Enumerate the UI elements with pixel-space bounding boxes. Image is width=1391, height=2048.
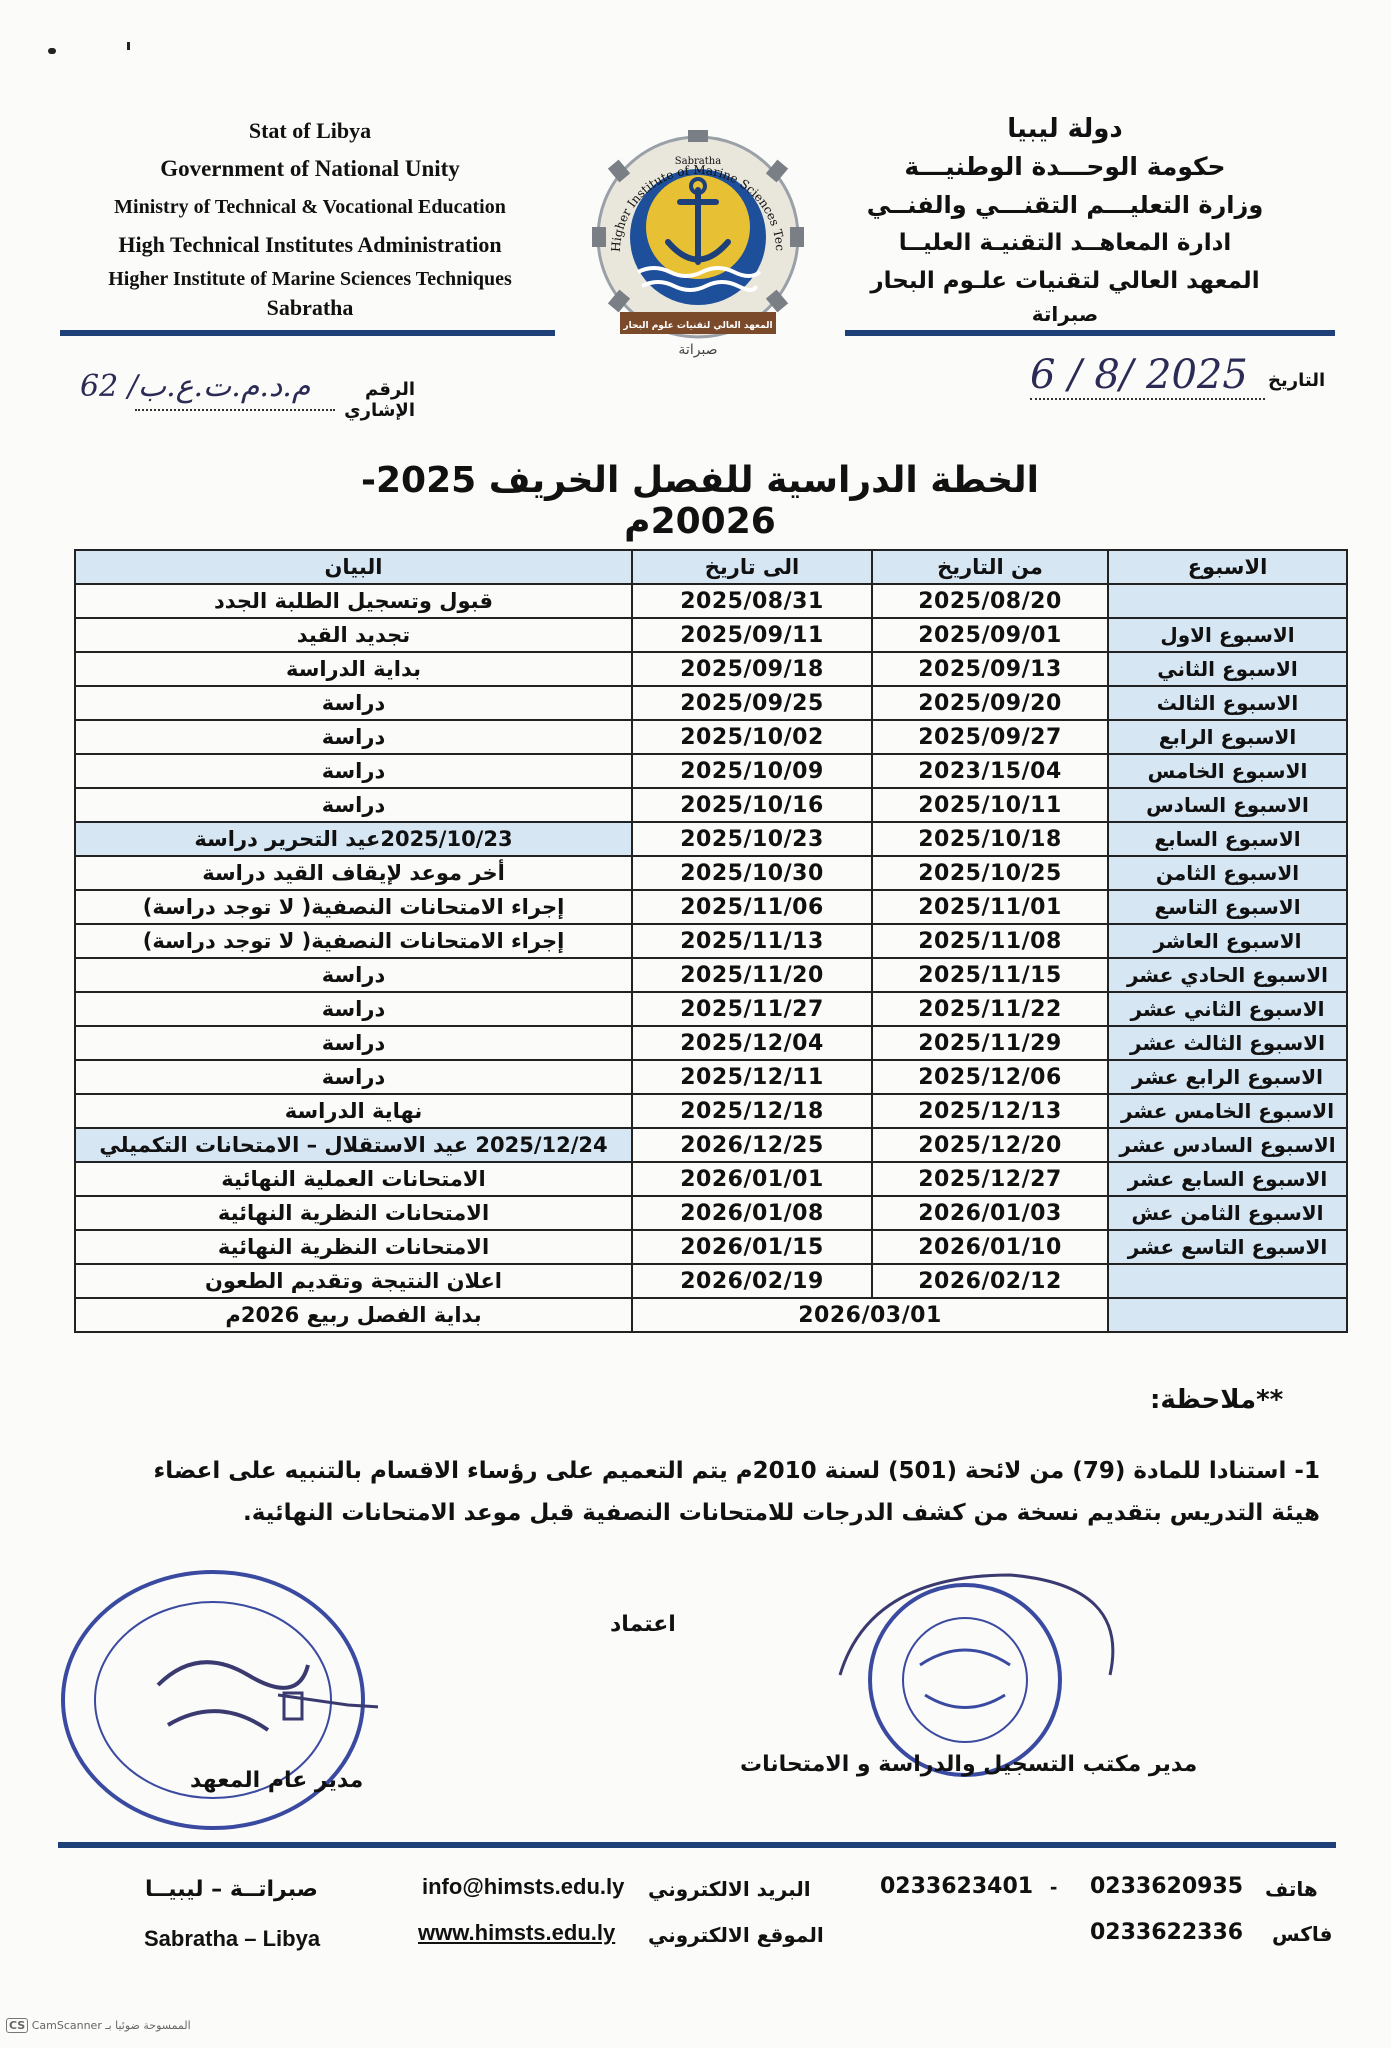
logo-arc-text: Higher Institute of Marine Sciences Tec xyxy=(608,162,788,253)
from-date-cell: 2025/08/20 xyxy=(872,584,1108,618)
header-to: الى تاريخ xyxy=(632,550,872,584)
phone-number-1: 0233620935 xyxy=(1090,1874,1244,1899)
from-date-cell: 2025/11/22 xyxy=(872,992,1108,1026)
table-row xyxy=(75,856,1347,890)
logo-city: صبراتة xyxy=(678,342,718,358)
table-row xyxy=(75,1264,1347,1298)
page-title: الخطة الدراسية للفصل الخريف 2025- 20026م xyxy=(361,460,1039,542)
to-date-cell: 2026/12/25 xyxy=(632,1128,872,1162)
to-date-cell: 2025/12/18 xyxy=(632,1094,872,1128)
phone-number-2: 0233623401 xyxy=(880,1874,1034,1899)
to-date-cell: 2025/09/18 xyxy=(632,652,872,686)
table-row xyxy=(75,720,1347,754)
table-row xyxy=(75,992,1347,1026)
week-cell: الاسبوع الخامس عشر xyxy=(1108,1094,1347,1128)
header-arabic xyxy=(840,110,1290,328)
week-cell: الاسبوع الثالث xyxy=(1108,686,1347,720)
to-date-cell: 2025/11/20 xyxy=(632,958,872,992)
header-ar-ministry: وزارة التعليـــم التقنـــي والفنــي xyxy=(866,191,1264,219)
table-row xyxy=(75,788,1347,822)
table-row-final xyxy=(75,1298,1347,1332)
table-row xyxy=(75,652,1347,686)
to-date-cell: 2025/12/11 xyxy=(632,1060,872,1094)
table-header-row xyxy=(75,550,1347,584)
from-date-cell: 2023/15/04 xyxy=(872,754,1108,788)
description-cell: دراسة xyxy=(75,1060,632,1094)
to-date-cell: 2025/12/04 xyxy=(632,1026,872,1060)
email-label: البريد الالكتروني xyxy=(648,1877,811,1901)
date-dots xyxy=(1030,398,1265,400)
header-description: البيان xyxy=(75,550,632,584)
scanner-text: CamScanner الممسوحة ضوئيا بـ xyxy=(31,2019,191,2032)
week-cell xyxy=(1108,1264,1347,1298)
to-date-cell: 2025/11/06 xyxy=(632,890,872,924)
email-link[interactable]: info@himsts.edu.ly xyxy=(422,1874,625,1899)
table-row xyxy=(75,1196,1347,1230)
to-date-cell: 2026/02/19 xyxy=(632,1264,872,1298)
document-date xyxy=(1010,352,1340,412)
institute-logo xyxy=(580,102,812,360)
scan-speck xyxy=(48,48,56,54)
to-date-cell: 2025/11/27 xyxy=(632,992,872,1026)
reference-dots xyxy=(135,409,335,411)
approval-label: اعتماد xyxy=(610,1612,676,1637)
from-date-cell: 2025/10/18 xyxy=(872,822,1108,856)
from-date-cell: 2025/12/20 xyxy=(872,1128,1108,1162)
description-cell: دراسة xyxy=(75,720,632,754)
description-cell: إجراء الامتحانات النصفية( لا توجد دراسة) xyxy=(75,890,632,924)
table-row xyxy=(75,686,1347,720)
to-date-cell: 2025/10/09 xyxy=(632,754,872,788)
from-date-cell: 2025/12/27 xyxy=(872,1162,1108,1196)
table-row xyxy=(75,584,1347,618)
fax-number: 0233622336 xyxy=(1090,1920,1244,1945)
description-cell: الامتحانات النظرية النهائية xyxy=(75,1230,632,1264)
header-rule-left xyxy=(60,330,555,336)
from-date-cell: 2025/12/13 xyxy=(872,1094,1108,1128)
from-date-cell: 2025/12/06 xyxy=(872,1060,1108,1094)
table-row xyxy=(75,1094,1347,1128)
logo-banner: المعهد العالي لتقنيات علوم البحار xyxy=(623,321,773,331)
description-cell: بداية الفصل ربيع 2026م xyxy=(75,1298,632,1332)
from-date-cell: 2025/09/01 xyxy=(872,618,1108,652)
table-row xyxy=(75,1230,1347,1264)
week-cell: الاسبوع الخامس xyxy=(1108,754,1347,788)
institute-stamp-left xyxy=(48,1555,378,1845)
description-cell: دراسة xyxy=(75,1026,632,1060)
week-cell: الاسبوع الثالث عشر xyxy=(1108,1026,1347,1060)
header-ar-government: حكومة الوحـــدة الوطنيـــة xyxy=(904,152,1226,181)
table-row xyxy=(75,924,1347,958)
from-date-cell: 2026/01/03 xyxy=(872,1196,1108,1230)
table-row xyxy=(75,1128,1347,1162)
header-ar-administration: ادارة المعاهــد التقنيـة العليــا xyxy=(898,230,1232,256)
table-row xyxy=(75,1162,1347,1196)
description-cell: بداية الدراسة xyxy=(75,652,632,686)
description-cell: أخر موعد لإيقاف القيد دراسة xyxy=(75,856,632,890)
header-en-administration: High Technical Institutes Administration xyxy=(118,232,502,257)
description-cell: قبول وتسجيل الطلبة الجدد xyxy=(75,584,632,618)
description-cell: نهاية الدراسة xyxy=(75,1094,632,1128)
header-en-ministry: Ministry of Technical & Vocational Education xyxy=(114,196,506,218)
footer-city-english: Sabratha – Libya xyxy=(144,1926,321,1951)
scanner-watermark xyxy=(6,2018,191,2033)
phone-separator: - xyxy=(1050,1874,1058,1899)
week-cell: الاسبوع الثاني عشر xyxy=(1108,992,1347,1026)
header-ar-city: صبراتة xyxy=(1031,302,1099,326)
week-cell: الاسبوع التاسع عشر xyxy=(1108,1230,1347,1264)
reference-number xyxy=(75,365,415,425)
from-date-cell: 2025/11/29 xyxy=(872,1026,1108,1060)
header-english xyxy=(60,112,560,322)
from-date-cell: 2025/09/20 xyxy=(872,686,1108,720)
to-date-cell: 2025/08/31 xyxy=(632,584,872,618)
to-date-cell: 2025/10/30 xyxy=(632,856,872,890)
description-cell: دراسة xyxy=(75,686,632,720)
table-row xyxy=(75,754,1347,788)
spring-start-date-cell: 2026/03/01 xyxy=(632,1298,1108,1332)
description-cell: الامتحانات النظرية النهائية xyxy=(75,1196,632,1230)
reference-label: الرقم الإشاري xyxy=(344,379,415,421)
header-ar-country: دولة ليبيا xyxy=(1007,114,1123,144)
from-date-cell: 2026/01/10 xyxy=(872,1230,1108,1264)
note-heading: **ملاحظة: xyxy=(1150,1385,1284,1415)
description-cell: 2025/10/23عيد التحرير دراسة xyxy=(75,822,632,856)
to-date-cell: 2026/01/01 xyxy=(632,1162,872,1196)
week-cell: الاسبوع التاسع xyxy=(1108,890,1347,924)
week-cell: الاسبوع الاول xyxy=(1108,618,1347,652)
website-link[interactable]: www.himsts.edu.ly xyxy=(418,1920,616,1945)
from-date-cell: 2025/10/25 xyxy=(872,856,1108,890)
description-cell: دراسة xyxy=(75,788,632,822)
week-cell xyxy=(1108,584,1347,618)
description-cell: دراسة xyxy=(75,754,632,788)
camscanner-icon: CS xyxy=(6,2018,28,2033)
note-item-1: 1- استنادا للمادة (79) من لائحة (501) لسنة 2010م يتم التعميم على رؤساء الاقسام بالتنبيه على اعضاء هيئة التدريس بتقديم نسخة من كشف الدرجات للامتحانات النصفية قبل موعد الامتحانات النهائية. xyxy=(153,1458,1320,1526)
week-cell: الاسبوع الثامن xyxy=(1108,856,1347,890)
website-label: الموقع الالكتروني xyxy=(648,1923,824,1947)
logo-sub-text: Sabratha xyxy=(674,156,722,167)
header-en-country: Stat of Libya xyxy=(248,118,372,143)
footer-rule xyxy=(58,1842,1336,1848)
header-rule-right xyxy=(845,330,1335,336)
table-row xyxy=(75,1026,1347,1060)
date-value: 6 / 8/ 2025 xyxy=(1030,352,1248,398)
from-date-cell: 2026/02/12 xyxy=(872,1264,1108,1298)
table-row xyxy=(75,1060,1347,1094)
from-date-cell: 2025/09/27 xyxy=(872,720,1108,754)
to-date-cell: 2025/10/02 xyxy=(632,720,872,754)
schedule-table xyxy=(74,549,1348,1333)
header-en-institute: Higher Institute of Marine Sciences Techniques xyxy=(108,268,512,290)
footer-city-arabic: صبراتــة – ليبيــا xyxy=(145,1877,318,1902)
description-cell: تجديد القيد xyxy=(75,618,632,652)
signature-registration-director: مدير مكتب التسجيل والدراسة و الامتحانات xyxy=(740,1752,1198,1777)
to-date-cell: 2025/10/16 xyxy=(632,788,872,822)
table-row xyxy=(75,618,1347,652)
scan-speck xyxy=(127,42,130,50)
header-from: من التاريخ xyxy=(872,550,1108,584)
to-date-cell: 2025/11/13 xyxy=(632,924,872,958)
from-date-cell: 2025/11/01 xyxy=(872,890,1108,924)
fax-label: فاكس xyxy=(1272,1922,1333,1946)
signature-general-director: مدير عام المعهد xyxy=(190,1768,364,1793)
week-cell: الاسبوع السابع عشر xyxy=(1108,1162,1347,1196)
description-cell: دراسة xyxy=(75,992,632,1026)
week-cell: الاسبوع الثامن عش xyxy=(1108,1196,1347,1230)
to-date-cell: 2025/09/25 xyxy=(632,686,872,720)
from-date-cell: 2025/11/15 xyxy=(872,958,1108,992)
week-cell xyxy=(1108,1298,1347,1332)
week-cell: الاسبوع السابع xyxy=(1108,822,1347,856)
description-cell: إجراء الامتحانات النصفية( لا توجد دراسة) xyxy=(75,924,632,958)
week-cell: الاسبوع السادس عشر xyxy=(1108,1128,1347,1162)
header-en-city: Sabratha xyxy=(266,295,354,320)
header-en-government: Government of National Unity xyxy=(160,156,460,181)
week-cell: الاسبوع الرابع xyxy=(1108,720,1347,754)
table-row xyxy=(75,958,1347,992)
week-cell: الاسبوع الحادي عشر xyxy=(1108,958,1347,992)
to-date-cell: 2026/01/15 xyxy=(632,1230,872,1264)
header-ar-institute: المعهد العالي لتقنيات علـوم البحار xyxy=(870,268,1260,294)
week-cell: الاسبوع العاشر xyxy=(1108,924,1347,958)
from-date-cell: 2025/09/13 xyxy=(872,652,1108,686)
table-row xyxy=(75,822,1347,856)
week-cell: الاسبوع الثاني xyxy=(1108,652,1347,686)
week-cell: الاسبوع السادس xyxy=(1108,788,1347,822)
header-week: الاسبوع xyxy=(1108,550,1347,584)
phone-label: هاتف xyxy=(1265,1877,1318,1901)
from-date-cell: 2025/11/08 xyxy=(872,924,1108,958)
reference-value: م.د.م.ت.ع.ب/ 62 xyxy=(80,369,311,404)
description-cell: 2025/12/24 عيد الاستقلال – الامتحانات التكميلي xyxy=(75,1128,632,1162)
description-cell: الامتحانات العملية النهائية xyxy=(75,1162,632,1196)
week-cell: الاسبوع الرابع عشر xyxy=(1108,1060,1347,1094)
description-cell: اعلان النتيجة وتقديم الطعون xyxy=(75,1264,632,1298)
to-date-cell: 2025/09/11 xyxy=(632,618,872,652)
from-date-cell: 2025/10/11 xyxy=(872,788,1108,822)
description-cell: دراسة xyxy=(75,958,632,992)
to-date-cell: 2025/10/23 xyxy=(632,822,872,856)
table-row xyxy=(75,890,1347,924)
date-label: التاريخ xyxy=(1268,370,1326,391)
to-date-cell: 2026/01/08 xyxy=(632,1196,872,1230)
